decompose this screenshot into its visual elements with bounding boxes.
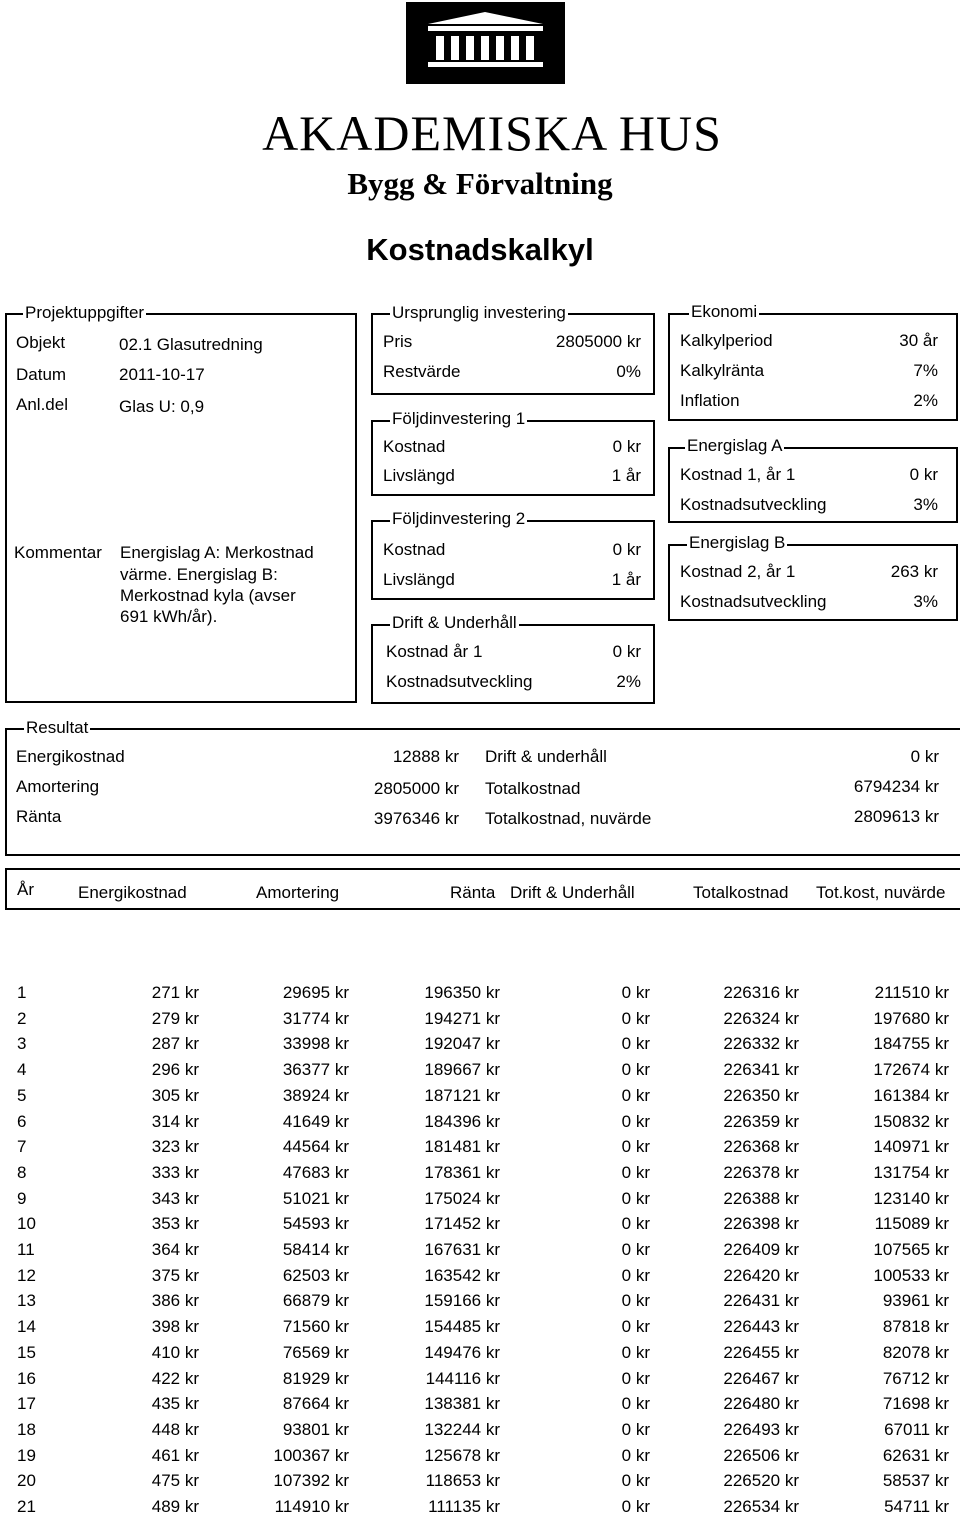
table-header-left-rule	[5, 868, 7, 908]
investering-box	[371, 313, 655, 395]
cell-nuvarde: 58537 kr	[882, 1471, 949, 1491]
cell-energikostnad: 271 kr	[151, 983, 199, 1002]
datum-value: 2011-10-17	[119, 365, 205, 384]
col-header-ar: År	[17, 880, 34, 899]
f2-kostnad-label: Kostnad	[383, 540, 446, 559]
drift-utv-label: Kostnadsutveckling	[386, 672, 533, 691]
cell-energikostnad: 333 kr	[151, 1162, 199, 1182]
b-utv-label: Kostnadsutveckling	[680, 592, 827, 611]
a-kostnad-value: 0 kr	[909, 465, 938, 484]
cell-energikostnad: 475 kr	[151, 1471, 199, 1491]
cell-ar: 9	[17, 1188, 27, 1208]
cell-totalkostnad: 226324 kr	[723, 1008, 799, 1028]
cell-drift: 0 kr	[621, 1034, 650, 1054]
col-header-totalkostnad: Totalkostnad	[693, 883, 789, 902]
col-header-drift: Drift & Underhåll	[510, 883, 635, 902]
inflation-value: 2%	[913, 391, 938, 410]
cell-ar: 6	[17, 1111, 27, 1131]
table-row	[0, 1291, 960, 1316]
cell-nuvarde: 140971 kr	[873, 1137, 949, 1157]
cell-totalkostnad: 226341 kr	[723, 1060, 799, 1080]
cell-energikostnad: 305 kr	[151, 1085, 199, 1105]
cell-ar: 12	[17, 1265, 36, 1285]
col-header-energikostnad: Energikostnad	[78, 883, 187, 902]
cell-amortering: 51021 kr	[282, 1188, 349, 1208]
cell-drift: 0 kr	[621, 1368, 650, 1388]
kommentar-line: Merkostnad kyla (avser	[120, 586, 296, 605]
cell-amortering: 107392 kr	[273, 1471, 349, 1491]
cell-totalkostnad: 226506 kr	[723, 1445, 799, 1465]
cell-ar: 4	[17, 1060, 27, 1080]
cell-ar: 2	[17, 1008, 27, 1028]
cell-drift: 0 kr	[621, 1317, 650, 1337]
cell-amortering: 93801 kr	[282, 1419, 349, 1439]
table-row	[0, 1189, 960, 1214]
cell-amortering: 54593 kr	[282, 1214, 349, 1234]
cell-drift: 0 kr	[621, 1188, 650, 1208]
cell-totalkostnad: 226350 kr	[723, 1085, 799, 1105]
table-row	[0, 983, 960, 1008]
cell-energikostnad: 353 kr	[151, 1214, 199, 1234]
col-header-ranta: Ränta	[450, 883, 496, 902]
drift-kostnad-value: 0 kr	[612, 642, 641, 661]
drift-underhall-label: Drift & underhåll	[485, 747, 607, 766]
table-row	[0, 1214, 960, 1239]
cell-ranta: 175024 kr	[424, 1188, 500, 1208]
cell-energikostnad: 314 kr	[151, 1111, 199, 1131]
table-row	[0, 1394, 960, 1419]
cell-ar: 20	[17, 1471, 36, 1491]
table-row	[0, 1420, 960, 1445]
ranta-label: Ränta	[16, 807, 62, 826]
f2-kostnad-value: 0 kr	[612, 540, 641, 559]
restvarde-value: 0%	[616, 362, 641, 381]
cell-totalkostnad: 226520 kr	[723, 1471, 799, 1491]
cell-energikostnad: 489 kr	[151, 1497, 199, 1516]
table-row	[0, 1497, 960, 1522]
cell-nuvarde: 184755 kr	[873, 1034, 949, 1054]
cell-ranta: 171452 kr	[424, 1214, 500, 1234]
anl-label: Anl.del	[16, 395, 68, 414]
cell-amortering: 66879 kr	[282, 1291, 349, 1311]
cell-ar: 8	[17, 1162, 27, 1182]
kalkylranta-label: Kalkylränta	[680, 361, 765, 380]
resultat-top-rule	[5, 728, 960, 730]
table-row	[0, 1009, 960, 1034]
cell-totalkostnad: 226368 kr	[723, 1137, 799, 1157]
col-header-nuvarde: Tot.kost, nuvärde	[816, 883, 946, 902]
cell-nuvarde: 71698 kr	[882, 1394, 949, 1414]
ranta-value: 3976346 kr	[373, 809, 459, 828]
f1-livslangd-label: Livslängd	[383, 466, 455, 485]
energislag-a-legend: Energislag A	[687, 436, 783, 455]
cell-nuvarde: 150832 kr	[873, 1111, 949, 1131]
pris-value: 2805000 kr	[555, 332, 641, 351]
cell-ranta: 187121 kr	[424, 1085, 500, 1105]
cell-ar: 10	[17, 1214, 36, 1234]
a-kostnad-label: Kostnad 1, år 1	[680, 465, 796, 484]
cell-ar: 7	[17, 1137, 27, 1157]
cell-totalkostnad: 226420 kr	[723, 1265, 799, 1285]
objekt-label: Objekt	[16, 333, 66, 352]
cell-drift: 0 kr	[621, 1060, 650, 1080]
cell-ar: 17	[17, 1394, 36, 1414]
cell-amortering: 76569 kr	[282, 1342, 349, 1362]
cell-energikostnad: 461 kr	[151, 1445, 199, 1465]
cell-drift: 0 kr	[621, 1471, 650, 1491]
cell-amortering: 31774 kr	[282, 1008, 349, 1028]
totalkostnad-label: Totalkostnad	[485, 779, 581, 798]
cell-ranta: 138381 kr	[424, 1394, 500, 1414]
a-utv-label: Kostnadsutveckling	[680, 495, 827, 514]
cell-ranta: 149476 kr	[424, 1342, 500, 1362]
inflation-label: Inflation	[680, 391, 740, 410]
cell-drift: 0 kr	[621, 983, 650, 1002]
cell-nuvarde: 93961 kr	[882, 1291, 949, 1311]
cell-drift: 0 kr	[621, 1085, 650, 1105]
a-utv-value: 3%	[913, 495, 938, 514]
datum-label: Datum	[16, 365, 67, 384]
cell-totalkostnad: 226359 kr	[723, 1111, 799, 1131]
cell-ranta: 178361 kr	[424, 1162, 500, 1182]
cell-amortering: 114910 kr	[274, 1497, 349, 1516]
cell-energikostnad: 386 kr	[151, 1291, 199, 1311]
cell-amortering: 58414 kr	[282, 1240, 349, 1259]
f2-legend: Följdinvestering 2	[392, 509, 526, 528]
kommentar-line: värme. Energislag B:	[120, 565, 278, 584]
brand-name: AKADEMISKA HUS	[262, 105, 722, 161]
col-header-amortering: Amortering	[256, 883, 340, 902]
cell-nuvarde: 161384 kr	[873, 1085, 949, 1105]
cell-ranta: 189667 kr	[424, 1060, 500, 1080]
cell-drift: 0 kr	[621, 1162, 650, 1182]
cell-drift: 0 kr	[621, 1445, 650, 1465]
cell-ranta: 181481 kr	[424, 1137, 500, 1157]
kalkylranta-value: 7%	[913, 361, 938, 380]
cell-drift: 0 kr	[621, 1111, 650, 1131]
table-row	[0, 1163, 960, 1188]
cell-nuvarde: 172674 kr	[873, 1060, 949, 1080]
totalkostnad-nuvarde-value: 2809613 kr	[853, 807, 939, 826]
cell-totalkostnad: 226388 kr	[723, 1188, 799, 1208]
cell-nuvarde: 197680 kr	[873, 1008, 949, 1028]
cell-energikostnad: 323 kr	[151, 1137, 199, 1157]
f2-livslangd-label: Livslängd	[383, 570, 455, 589]
cell-ranta: 184396 kr	[424, 1111, 500, 1131]
cell-amortering: 41649 kr	[282, 1111, 349, 1131]
cell-ar: 19	[17, 1445, 36, 1465]
table-row	[0, 1369, 960, 1394]
cell-nuvarde: 67011 kr	[884, 1419, 949, 1439]
cell-ranta: 111135 kr	[428, 1497, 500, 1516]
cell-nuvarde: 115089 kr	[874, 1214, 949, 1234]
table-row	[0, 1240, 960, 1265]
cell-ranta: 196350 kr	[424, 983, 500, 1002]
resultat-bottom-rule	[5, 854, 960, 856]
objekt-value: 02.1 Glasutredning	[119, 335, 263, 354]
cell-ar: 15	[17, 1342, 36, 1362]
cell-ar: 14	[17, 1317, 36, 1337]
cell-ranta: 163542 kr	[424, 1265, 500, 1285]
drift-utv-value: 2%	[616, 672, 641, 691]
cell-amortering: 100367 kr	[273, 1445, 349, 1465]
cell-ranta: 132244 kr	[424, 1419, 500, 1439]
cell-drift: 0 kr	[621, 1291, 650, 1311]
cell-amortering: 62503 kr	[282, 1265, 349, 1285]
department: Bygg & Förvaltning	[347, 166, 613, 201]
cell-ar: 3	[17, 1034, 27, 1054]
cell-totalkostnad: 226467 kr	[723, 1368, 799, 1388]
cell-energikostnad: 296 kr	[151, 1060, 199, 1080]
energikostnad-label: Energikostnad	[16, 747, 125, 766]
amortering-label: Amortering	[16, 777, 100, 796]
cell-energikostnad: 410 kr	[151, 1342, 199, 1362]
cell-nuvarde: 62631 kr	[882, 1445, 949, 1465]
table-row	[0, 1086, 960, 1111]
cell-drift: 0 kr	[621, 1419, 650, 1439]
drift-box	[371, 624, 655, 704]
table-row	[0, 1446, 960, 1471]
cell-ranta: 125678 kr	[424, 1445, 500, 1465]
cell-energikostnad: 343 kr	[151, 1188, 199, 1208]
cell-amortering: 87664 kr	[282, 1394, 349, 1414]
cell-nuvarde: 87818 kr	[882, 1317, 949, 1337]
kommentar-line: Energislag A: Merkostnad	[120, 543, 314, 562]
cell-nuvarde: 54711 kr	[884, 1497, 949, 1516]
kommentar-line: 691 kWh/år).	[120, 607, 218, 626]
totalkostnad-value: 6794234 kr	[853, 777, 939, 796]
cell-totalkostnad: 226534 kr	[723, 1497, 799, 1516]
cell-ar: 13	[17, 1291, 36, 1311]
energikostnad-value: 12888 kr	[392, 747, 459, 766]
cell-ranta: 192047 kr	[424, 1034, 500, 1054]
f1-kostnad-label: Kostnad	[383, 437, 446, 456]
anl-value: Glas U: 0,9	[119, 397, 205, 416]
table-row	[0, 1112, 960, 1137]
cell-drift: 0 kr	[621, 1342, 650, 1362]
cell-energikostnad: 435 kr	[151, 1394, 199, 1414]
table-header-bottom-rule	[5, 908, 960, 910]
f1-livslangd-value: 1 år	[611, 466, 641, 485]
cell-amortering: 47683 kr	[282, 1162, 349, 1182]
cell-drift: 0 kr	[621, 1137, 650, 1157]
cell-nuvarde: 211510 kr	[874, 983, 949, 1002]
cell-drift: 0 kr	[621, 1008, 650, 1028]
cell-ar: 16	[17, 1368, 36, 1388]
table-row	[0, 1266, 960, 1291]
cell-totalkostnad: 226455 kr	[723, 1342, 799, 1362]
cell-ranta: 144116 kr	[425, 1368, 500, 1388]
cell-nuvarde: 131754 kr	[873, 1162, 949, 1182]
cell-amortering: 44564 kr	[282, 1137, 349, 1157]
cell-drift: 0 kr	[621, 1240, 650, 1259]
cell-amortering: 33998 kr	[282, 1034, 349, 1054]
cell-energikostnad: 422 kr	[151, 1368, 199, 1388]
cell-ranta: 159166 kr	[424, 1291, 500, 1311]
totalkostnad-nuvarde-label: Totalkostnad, nuvärde	[485, 809, 652, 828]
cell-totalkostnad: 226316 kr	[723, 983, 799, 1002]
b-kostnad-value: 263 kr	[890, 562, 938, 581]
kalkylperiod-value: 30 år	[899, 331, 938, 350]
table-row	[0, 1137, 960, 1162]
akademiska-hus-logo	[406, 2, 565, 84]
table-header-top-rule	[5, 868, 960, 870]
b-kostnad-label: Kostnad 2, år 1	[680, 562, 796, 581]
cell-nuvarde: 76712 kr	[882, 1368, 949, 1388]
cell-amortering: 81929 kr	[282, 1368, 349, 1388]
cell-totalkostnad: 226398 kr	[723, 1214, 799, 1234]
cell-drift: 0 kr	[621, 1265, 650, 1285]
cell-drift: 0 kr	[621, 1214, 650, 1234]
b-utv-value: 3%	[913, 592, 938, 611]
pris-label: Pris	[383, 332, 413, 351]
amortering-value: 2805000 kr	[373, 779, 459, 798]
cell-ar: 11	[17, 1240, 35, 1259]
cell-nuvarde: 100533 kr	[873, 1265, 949, 1285]
table-row	[0, 1034, 960, 1059]
drift-underhall-value: 0 kr	[910, 747, 939, 766]
cell-ranta: 194271 kr	[424, 1008, 500, 1028]
cell-energikostnad: 398 kr	[151, 1317, 199, 1337]
cell-ranta: 118653 kr	[425, 1471, 500, 1491]
cell-energikostnad: 364 kr	[151, 1240, 199, 1259]
cell-amortering: 36377 kr	[282, 1060, 349, 1080]
drift-legend: Drift & Underhåll	[392, 613, 517, 632]
restvarde-label: Restvärde	[383, 362, 461, 381]
cell-energikostnad: 375 kr	[151, 1265, 199, 1285]
f2-livslangd-value: 1 år	[611, 570, 641, 589]
cell-amortering: 38924 kr	[282, 1085, 349, 1105]
cell-ar: 21	[17, 1497, 36, 1516]
ekonomi-legend: Ekonomi	[691, 302, 758, 321]
cell-ar: 5	[17, 1085, 27, 1105]
cell-totalkostnad: 226378 kr	[723, 1162, 799, 1182]
cell-energikostnad: 287 kr	[151, 1034, 199, 1054]
cell-energikostnad: 448 kr	[151, 1419, 199, 1439]
table-row	[0, 1060, 960, 1085]
cell-nuvarde: 107565 kr	[873, 1240, 949, 1259]
cell-totalkostnad: 226409 kr	[723, 1240, 799, 1259]
cell-totalkostnad: 226431 kr	[723, 1291, 799, 1311]
kommentar-label: Kommentar	[14, 543, 102, 562]
investering-legend: Ursprunglig investering	[392, 303, 566, 322]
projekt-legend: Projektuppgifter	[25, 303, 145, 322]
resultat-left-rule	[5, 728, 7, 854]
f1-kostnad-value: 0 kr	[612, 437, 641, 456]
cell-ar: 1	[17, 983, 27, 1002]
cell-nuvarde: 123140 kr	[873, 1188, 949, 1208]
energislag-b-legend: Energislag B	[689, 533, 786, 552]
table-row	[0, 1317, 960, 1342]
kalkylperiod-label: Kalkylperiod	[680, 331, 773, 350]
resultat-legend: Resultat	[26, 718, 89, 737]
cell-amortering: 71560 kr	[282, 1317, 349, 1337]
drift-kostnad-label: Kostnad år 1	[386, 642, 483, 661]
cell-drift: 0 kr	[621, 1394, 650, 1414]
cell-nuvarde: 82078 kr	[882, 1342, 949, 1362]
f1-legend: Följdinvestering 1	[392, 409, 526, 428]
cell-totalkostnad: 226332 kr	[723, 1034, 799, 1054]
cell-drift: 0 kr	[621, 1497, 650, 1516]
page-title: Kostnadskalkyl	[366, 232, 594, 267]
cell-ranta: 167631 kr	[424, 1240, 500, 1259]
cell-energikostnad: 279 kr	[151, 1008, 199, 1028]
cell-ar: 18	[17, 1419, 36, 1439]
cell-totalkostnad: 226493 kr	[723, 1419, 799, 1439]
cell-amortering: 29695 kr	[282, 983, 349, 1002]
cell-ranta: 154485 kr	[424, 1317, 500, 1337]
cell-totalkostnad: 226480 kr	[723, 1394, 799, 1414]
table-row	[0, 1343, 960, 1368]
cell-totalkostnad: 226443 kr	[723, 1317, 799, 1337]
table-row	[0, 1471, 960, 1496]
